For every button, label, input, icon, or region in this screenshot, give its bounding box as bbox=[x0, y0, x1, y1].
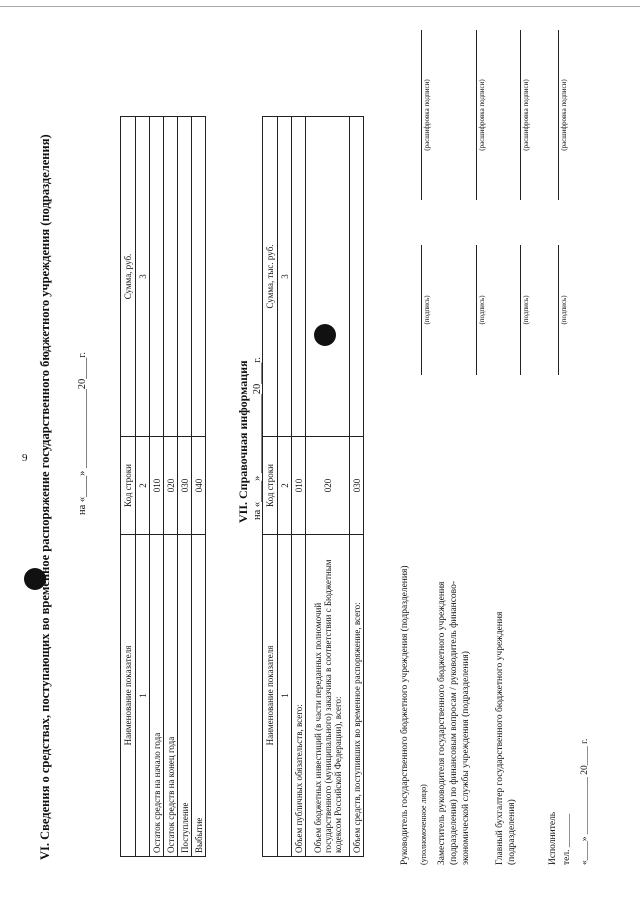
col-number: 2 bbox=[278, 437, 292, 535]
signatory-accountant-line2: (подразделения) bbox=[507, 799, 517, 865]
row-sum bbox=[350, 117, 364, 437]
signatory-deputy-line2: (подразделения) по финансовым вопросам / руководитель финансово- bbox=[449, 581, 459, 865]
caption-sign: (подпись) bbox=[423, 295, 431, 325]
decode-line bbox=[520, 30, 521, 200]
row-code: 010 bbox=[150, 437, 164, 535]
table-row bbox=[150, 117, 164, 857]
caption-sign: (подпись) bbox=[522, 295, 530, 325]
row-name: Выбытие bbox=[192, 535, 206, 857]
row-sum bbox=[150, 117, 164, 437]
col-number: 3 bbox=[136, 117, 150, 437]
row-code: 040 bbox=[192, 437, 206, 535]
col-number: 1 bbox=[278, 535, 292, 857]
section-6-title: VI. Сведения о средствах, поступающих во временное распоряжение государственного бюджетного учреждения (подразделения) bbox=[38, 134, 52, 860]
executor-tel: тел. _______ bbox=[562, 813, 572, 865]
section-6-date-line: на «____» _______________20____г. bbox=[77, 351, 88, 515]
row-name: Объем публичных обязательств, всего: bbox=[292, 535, 306, 857]
row-name: Объем средств, поступивших во временное распоряжение, всего: bbox=[350, 535, 364, 857]
table-row bbox=[306, 117, 350, 857]
caption-decode: (расшифровка подписи) bbox=[478, 79, 486, 151]
col-number: 1 bbox=[136, 535, 150, 857]
section-7-date-line: на «____» _______________20____г. bbox=[252, 356, 263, 520]
col-header-name: Наименование показателя bbox=[121, 535, 136, 857]
caption-decode: (расшифровка подписи) bbox=[560, 79, 568, 151]
col-header-name: Наименование показателя bbox=[263, 535, 278, 857]
table-row bbox=[192, 117, 206, 857]
row-sum bbox=[192, 117, 206, 437]
col-header-sum: Сумма, руб. bbox=[121, 117, 136, 437]
executor-date: «____» ____________ 20____ г. bbox=[580, 738, 590, 865]
section-6-table bbox=[120, 116, 206, 857]
signatory-deputy-line3: экономической службы учреждения (подразделения) bbox=[461, 651, 471, 865]
table-row bbox=[178, 117, 192, 857]
table-row bbox=[350, 117, 364, 857]
row-sum bbox=[292, 117, 306, 437]
caption-decode: (расшифровка подписи) bbox=[423, 79, 431, 151]
row-code: 020 bbox=[306, 437, 350, 535]
signatory-accountant-line1: Главный бухгалтер государственного бюджетного учреждения bbox=[495, 611, 505, 865]
row-name: Остаток средств на начало года bbox=[150, 535, 164, 857]
section-7-table bbox=[262, 116, 364, 857]
signatory-deputy-line1: Заместитель руководителя государственного бюджетного учреждения bbox=[437, 581, 447, 865]
signature-line bbox=[520, 245, 521, 375]
row-sum bbox=[306, 117, 350, 437]
decode-line bbox=[476, 30, 477, 200]
row-sum bbox=[178, 117, 192, 437]
decode-line bbox=[558, 30, 559, 200]
signatory-head-line2: (уполномоченное лицо) bbox=[419, 784, 428, 865]
row-code: 030 bbox=[350, 437, 364, 535]
row-code: 030 bbox=[178, 437, 192, 535]
caption-sign: (подпись) bbox=[560, 295, 568, 325]
col-header-sum: Сумма, тыс. руб. bbox=[263, 117, 278, 437]
col-number: 2 bbox=[136, 437, 150, 535]
signature-line bbox=[421, 245, 422, 375]
signature-line bbox=[558, 245, 559, 375]
signatory-head-line1: Руководитель государственного бюджетного учреждения (подразделения) bbox=[400, 565, 410, 865]
executor-label: Исполнитель bbox=[548, 811, 558, 865]
caption-sign: (подпись) bbox=[478, 295, 486, 325]
row-code: 020 bbox=[164, 437, 178, 535]
caption-decode: (расшифровка подписи) bbox=[522, 79, 530, 151]
row-name: Объем бюджетных инвестиций (в части переданных полномочий государственного (муниципального) заказчика в соответствии с Бюджетным кодексом Российской Федерации), всего: bbox=[306, 535, 350, 857]
page-number: 9 bbox=[22, 452, 28, 464]
row-sum bbox=[164, 117, 178, 437]
decode-line bbox=[421, 30, 422, 200]
row-code: 010 bbox=[292, 437, 306, 535]
col-header-code: Код строки bbox=[121, 437, 136, 535]
row-name: Поступление bbox=[178, 535, 192, 857]
table-row bbox=[292, 117, 306, 857]
col-header-code: Код строки bbox=[263, 437, 278, 535]
section-7-title: VII. Справочная информация bbox=[236, 360, 250, 523]
col-number: 3 bbox=[278, 117, 292, 437]
row-name: Остаток средств на конец года bbox=[164, 535, 178, 857]
table-row bbox=[164, 117, 178, 857]
signature-line bbox=[476, 245, 477, 375]
